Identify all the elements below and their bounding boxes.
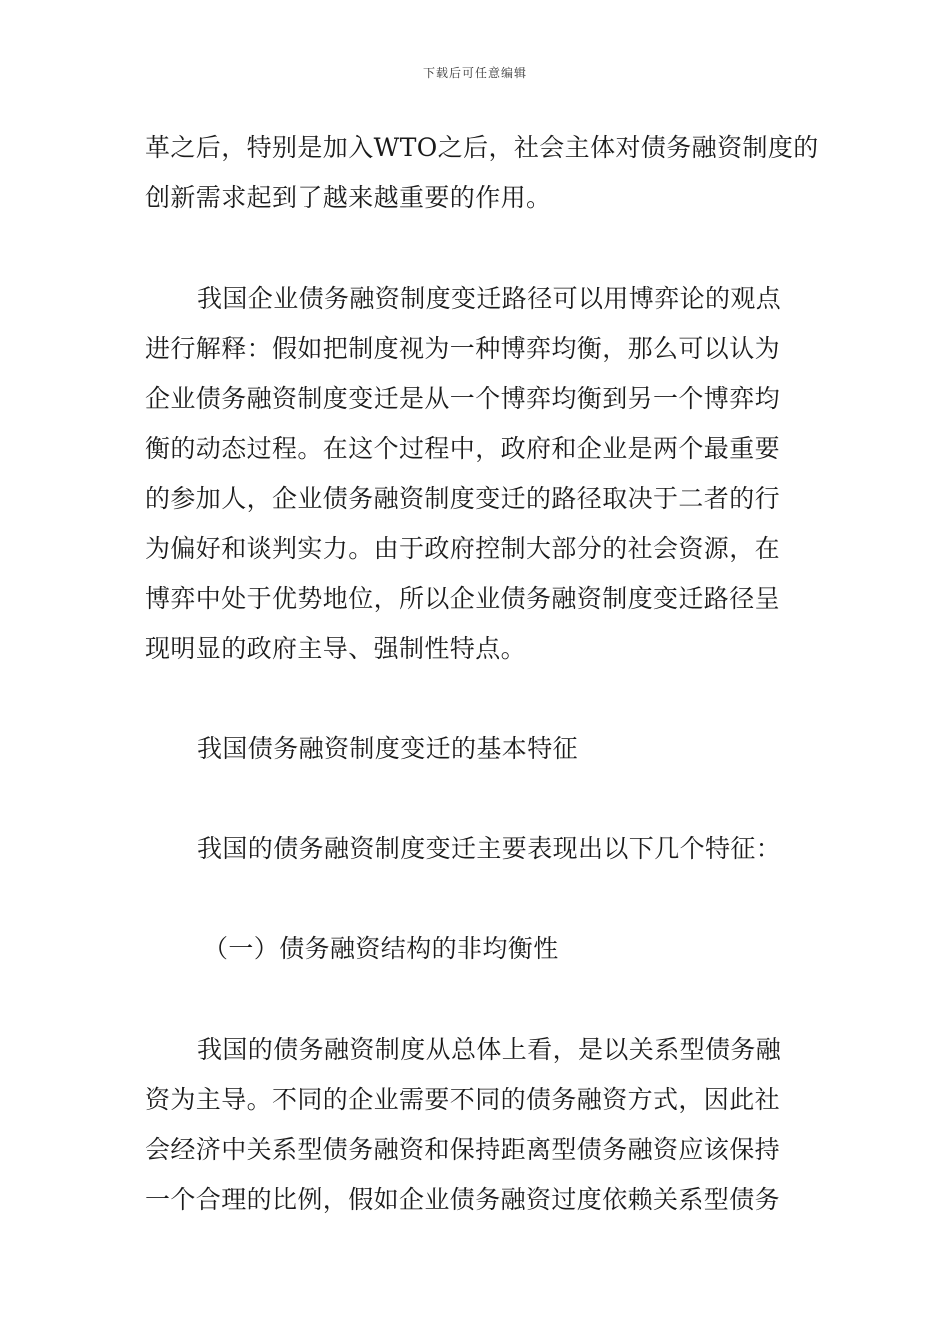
paragraph-6-line-4: 一个合理的比例，假如企业债务融资过度依赖关系型债务	[145, 1185, 781, 1214]
subheading-1: （一）债务融资结构的非均衡性	[203, 934, 559, 963]
paragraph-2-line-7: 博弈中处于优势地位，所以企业债务融资制度变迁路径呈	[145, 584, 781, 613]
page-header: 下载后可任意编辑	[422, 66, 527, 80]
section-heading: 我国债务融资制度变迁的基本特征	[197, 734, 579, 763]
paragraph-2-line-1: 我国企业债务融资制度变迁路径可以用博弈论的观点	[197, 284, 782, 313]
paragraph-2-line-6: 为偏好和谈判实力。由于政府控制大部分的社会资源，在	[145, 534, 781, 563]
paragraph-2-line-4: 衡的动态过程。在这个过程中，政府和企业是两个最重要	[145, 434, 781, 463]
paragraph-6-line-3: 会经济中关系型债务融资和保持距离型债务融资应该保持	[145, 1135, 781, 1164]
paragraph-6-line-2: 资为主导。不同的企业需要不同的债务融资方式，因此社	[145, 1085, 781, 1114]
paragraph-1-line-1: 革之后，特别是加入WTO之后，社会主体对债务融资制度的	[145, 133, 819, 162]
paragraph-2-line-5: 的参加人，企业债务融资制度变迁的路径取决于二者的行	[145, 484, 781, 513]
paragraph-2-line-2: 进行解释：假如把制度视为一种博弈均衡，那么可以认为	[145, 334, 781, 363]
paragraph-1-line-2: 创新需求起到了越来越重要的作用。	[145, 183, 552, 212]
features-intro: 我国的债务融资制度变迁主要表现出以下几个特征：	[197, 834, 782, 863]
paragraph-2-line-8: 现明显的政府主导、强制性特点。	[145, 634, 527, 663]
paragraph-6-line-1: 我国的债务融资制度从总体上看，是以关系型债务融	[197, 1035, 782, 1064]
paragraph-2-line-3: 企业债务融资制度变迁是从一个博弈均衡到另一个博弈均	[145, 384, 781, 413]
